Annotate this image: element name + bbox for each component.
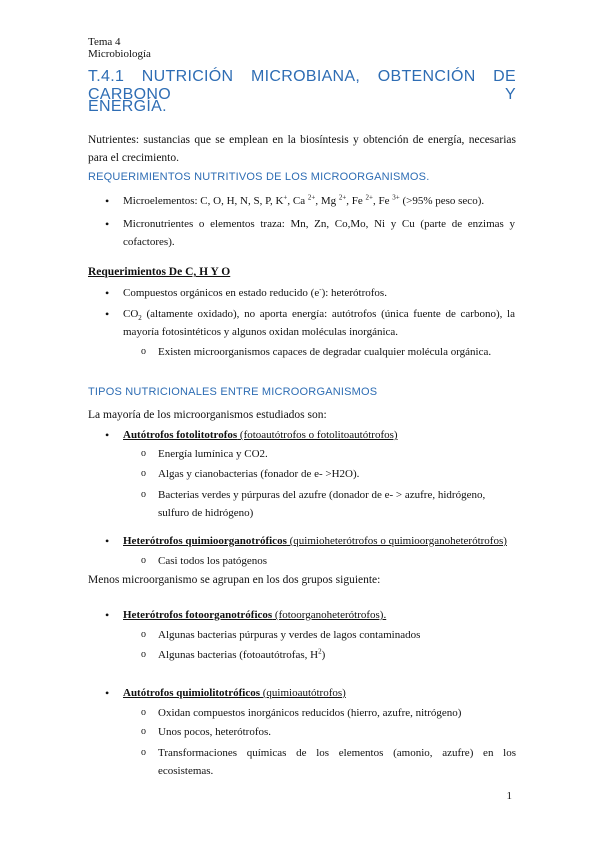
sub-list-item: o Oxidan compuestos inorgánicos reducidos (hierro, azufre, nitrógeno) bbox=[141, 707, 462, 719]
sub-list-item: o Algunas bacterias púrpuras y verdes de lagos contaminados bbox=[141, 629, 421, 641]
circle-bullet-icon: o bbox=[141, 629, 146, 640]
bullet-icon: • bbox=[105, 194, 110, 208]
section-heading-requerimientos: REQUERIMIENTOS NUTRITIVOS DE LOS MICROORGANISMOS. bbox=[88, 171, 430, 183]
group-name: Heterótrofos fotoorganotróficos bbox=[123, 609, 273, 621]
bullet-icon: • bbox=[105, 686, 110, 700]
bullet-icon: • bbox=[105, 217, 110, 231]
circle-bullet-icon: o bbox=[141, 448, 146, 459]
list-item bbox=[105, 305, 515, 341]
list-item-text: Compuestos orgánicos en estado reducido (e-): heterótrofos. bbox=[123, 285, 387, 299]
sub-list-item: o Unos pocos, heterótrofos. bbox=[141, 726, 272, 738]
circle-bullet-icon: o bbox=[141, 468, 146, 479]
header-topic: Tema 4 bbox=[88, 36, 121, 48]
list-item bbox=[105, 215, 515, 251]
page-number: 1 bbox=[506, 790, 512, 802]
group-heading-g2 bbox=[105, 533, 515, 549]
circle-bullet-icon: o bbox=[141, 489, 146, 500]
circle-bullet-icon: o bbox=[141, 649, 146, 660]
group-name: Heterótrofos quimioorganotróficos bbox=[123, 535, 287, 547]
circle-bullet-icon: o bbox=[141, 707, 146, 718]
group-alt: (fotoorganoheterótrofos). bbox=[272, 609, 387, 621]
sub-list-item: o Algas y cianobacterias (fonador de e- >H2O). bbox=[141, 468, 360, 480]
bullet-icon: • bbox=[105, 286, 110, 300]
circle-bullet-icon: o bbox=[141, 726, 146, 737]
page-title-line1: T.4.1 NUTRICIÓN MICROBIANA, OBTENCIÓN DE CARBONO Y bbox=[88, 68, 516, 103]
lead-paragraph-2: Menos microorganismo se agrupan en los dos grupos siguiente: bbox=[88, 574, 381, 586]
bullet-icon: • bbox=[105, 608, 110, 622]
group-name: Autótrofos quimiolitotróficos bbox=[123, 687, 260, 699]
lead-paragraph: La mayoría de los microorganismos estudiados son: bbox=[88, 409, 327, 421]
group-alt: (quimioautótrofos) bbox=[259, 687, 346, 699]
list-item bbox=[105, 193, 515, 209]
circle-bullet-icon: o bbox=[141, 747, 146, 758]
list-item-text: Micronutrientes o elementos traza: Mn, Zn, Co,Mo, Ni y Cu (parte de enzimas y cofactores). bbox=[123, 218, 515, 248]
header-subject: Microbiología bbox=[88, 48, 151, 60]
page-title-line2: ENERGÍA. bbox=[88, 98, 167, 115]
bullet-icon: • bbox=[105, 534, 110, 548]
intro-paragraph: Nutrientes: sustancias que se emplean en la biosíntesis y obtención de energía, necesarias para el crecimiento. bbox=[88, 134, 516, 164]
sub-list-item: o Bacterias verdes y púrpuras del azufre (donador de e- > azufre, hidrógeno, sulfuro de hidrógeno) bbox=[141, 486, 516, 522]
circle-bullet-icon: o bbox=[141, 346, 146, 357]
group-alt: (quimioheterótrofos o quimioorganoheterótrofos) bbox=[286, 535, 507, 547]
heading-requerimientos-chy: Requerimientos De C, H Y O bbox=[88, 266, 231, 278]
group-name: Autótrofos fotolitotrofos bbox=[123, 429, 238, 441]
group-heading-g1 bbox=[105, 427, 515, 443]
sub-list-item: o Transformaciones químicas de los elementos (amonio, azufre) en los ecosistemas. bbox=[141, 744, 516, 780]
group-alt: (fotoautótrofos o fotolitoautótrofos) bbox=[237, 429, 398, 441]
group-heading-g4 bbox=[105, 685, 515, 701]
bullet-icon: • bbox=[105, 428, 110, 442]
list-item bbox=[105, 285, 515, 301]
group-heading-g3 bbox=[105, 607, 515, 623]
bullet-icon: • bbox=[105, 307, 110, 321]
sub-list-item-text: Existen microorganismos capaces de degradar cualquier molécula orgánica. bbox=[158, 346, 492, 358]
sub-list-item: o Casi todos los patógenos bbox=[141, 555, 268, 567]
list-item-text: $CO_2$ (altamente oxidado), no aporta energía: autótrofos (única fuente de carbono), la mayoría fotosintéticos y algunos oxidan moléculas inorgánica. bbox=[123, 308, 515, 338]
list-item-text: Microelementos: C, O, H, N, S, P, K+, Ca $^{2+}$, Mg $^{2+}$, Fe $^{2+}$, Fe $^{3+}$ (>95% peso seco). bbox=[123, 193, 485, 207]
sub-list-item bbox=[141, 344, 516, 360]
section-heading-tipos: TIPOS NUTRICIONALES ENTRE MICROORGANISMOS bbox=[88, 386, 378, 398]
sub-list-item: o Algunas bacterias (fotoautótrofas, $H^2$) bbox=[141, 647, 326, 661]
sub-list-item: o Energía lumínica y CO2. bbox=[141, 448, 268, 460]
circle-bullet-icon: o bbox=[141, 555, 146, 566]
